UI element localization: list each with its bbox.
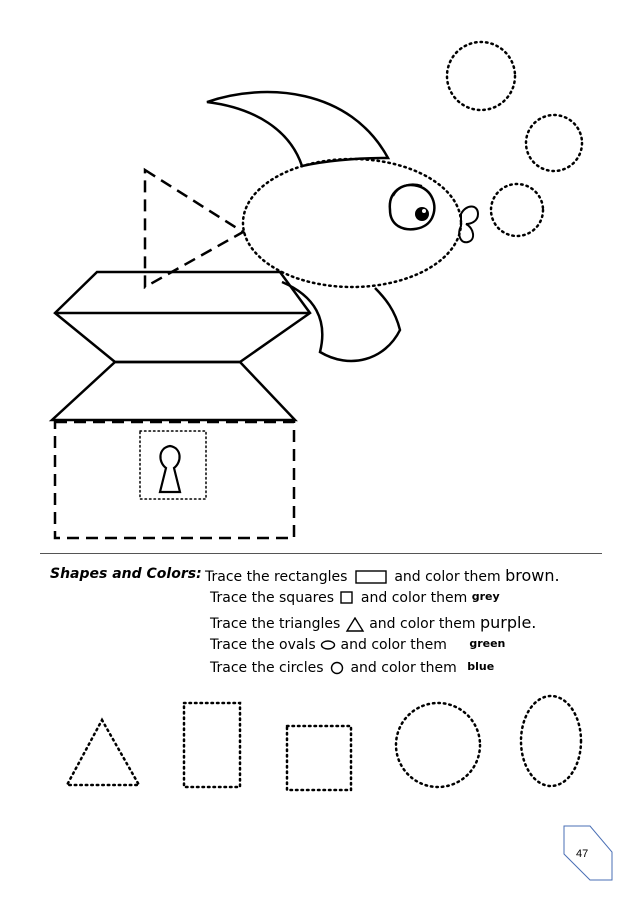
- instruction-mid: and color them: [340, 637, 447, 653]
- instruction-mid: and color them: [360, 590, 468, 606]
- practice-oval: [521, 696, 581, 786]
- instruction-line-triangles: [210, 613, 536, 632]
- bubble-small: [491, 184, 543, 236]
- bubble-large: [447, 42, 515, 110]
- color-word-purple: purple.: [479, 613, 537, 632]
- instruction-text: Trace the rectangles: [205, 569, 348, 585]
- color-word-brown: brown.: [505, 566, 560, 585]
- page-number: 47: [576, 848, 589, 860]
- chest-lid-hexagon: [55, 272, 310, 362]
- fish-top-fin: [207, 92, 388, 166]
- instruction-text: Trace the circles: [210, 660, 324, 676]
- instruction-line-circles: [210, 660, 494, 676]
- instruction-mid: and color them: [350, 660, 457, 676]
- instruction-text: Trace the squares: [210, 590, 335, 606]
- fish-tail-triangle: [145, 170, 243, 287]
- square-icon: [338, 591, 356, 605]
- section-divider: [40, 553, 602, 554]
- instruction-line-squares: [210, 590, 500, 606]
- keyhole-icon: [160, 446, 180, 492]
- fish-pupil: [415, 207, 429, 221]
- circle-icon: [328, 661, 346, 675]
- practice-rectangle: [184, 703, 240, 787]
- color-word-green: green: [469, 637, 506, 650]
- practice-square: [287, 726, 351, 790]
- triangle-icon: [345, 617, 365, 632]
- instruction-text: Trace the triangles: [210, 616, 341, 632]
- instruction-line-rectangles: [205, 566, 560, 585]
- lock-plate-square: [140, 431, 206, 499]
- practice-triangle: [67, 720, 139, 785]
- oval-icon: [320, 639, 336, 651]
- instruction-mid: and color them: [369, 616, 476, 632]
- instruction-text: Trace the ovals: [210, 637, 316, 653]
- rectangle-icon: [352, 570, 390, 584]
- chest-base-rectangle: [55, 422, 294, 538]
- chest-trapezoid: [52, 362, 295, 420]
- practice-circle: [396, 703, 480, 787]
- instruction-line-ovals: [210, 637, 505, 653]
- fish-pupil-highlight: [422, 209, 426, 213]
- color-word-grey: grey: [471, 590, 500, 603]
- color-word-blue: blue: [467, 660, 495, 673]
- instruction-mid: and color them: [394, 569, 501, 585]
- instructions-heading: Shapes and Colors:: [50, 566, 202, 582]
- bubble-medium: [526, 115, 582, 171]
